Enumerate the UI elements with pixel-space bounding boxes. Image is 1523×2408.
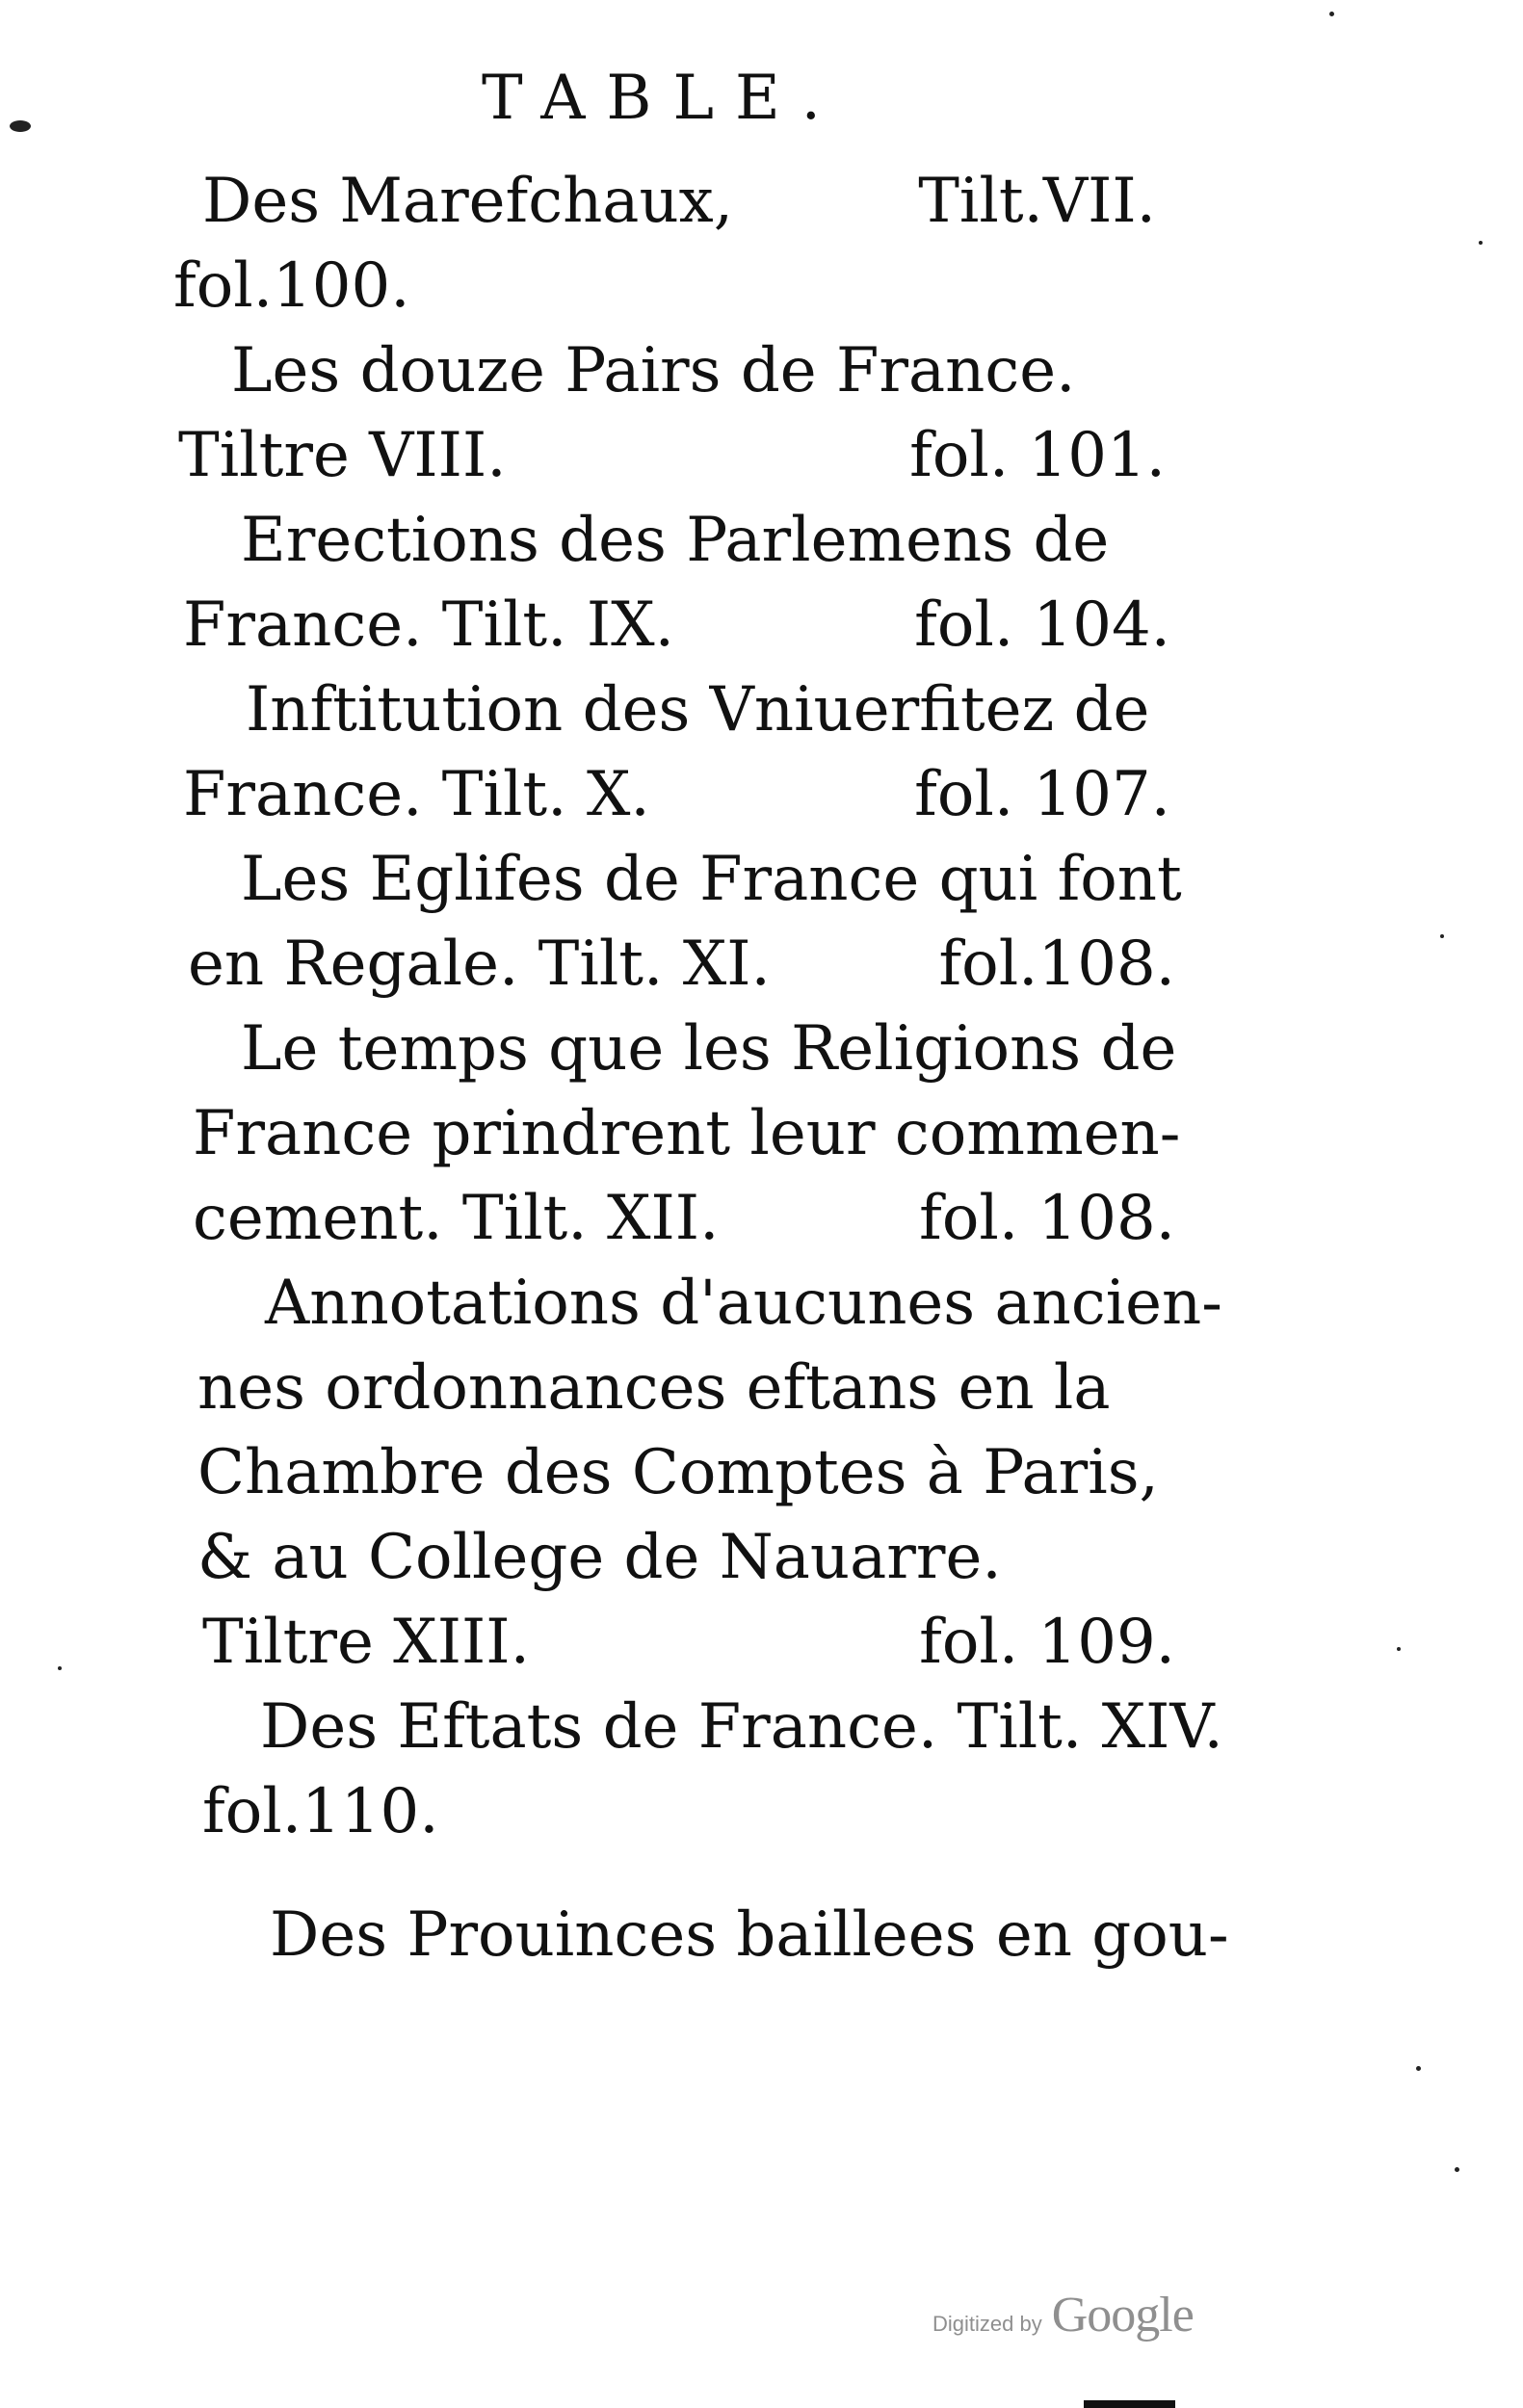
entry-text: Des Eftats de France. Tilt. XIV.: [260, 1691, 1223, 1763]
entry-text: Les douze Pairs de France.: [231, 335, 1076, 406]
entry-reference: fol. 108.: [919, 1183, 1175, 1254]
entry-text: nes ordonnances eftans en la: [197, 1352, 1111, 1424]
entry-text: Le temps que les Religions de: [241, 1013, 1177, 1085]
digitized-footer: [932, 2287, 1194, 2343]
toc-entry-line: [260, 1685, 1223, 1769]
toc-entry-line: [202, 1600, 1175, 1685]
entry-text: Tiltre XIII.: [202, 1607, 530, 1678]
ink-speck: [1455, 2167, 1459, 2172]
toc-entry-line: [202, 1769, 877, 1854]
toc-entry-line: [241, 1007, 1175, 1091]
entry-text: France. Tilt. IX.: [183, 589, 674, 661]
page-edge-mark: [1084, 2400, 1175, 2408]
toc-entry-line: [197, 1346, 1180, 1430]
entry-reference: Tilt.VII.: [918, 166, 1156, 237]
entry-reference: fol. 109.: [919, 1607, 1175, 1678]
toc-entry-line: [241, 837, 1182, 922]
toc-entry-line: [270, 1893, 1229, 1977]
toc-entry-line: [246, 667, 1170, 752]
entry-reference: fol. 107.: [914, 759, 1170, 830]
toc-entry-line: [183, 752, 1170, 837]
entry-text: Annotations d'aucunes ancien-: [265, 1268, 1222, 1339]
toc-entry-line: [193, 1176, 1175, 1261]
ink-speck: [58, 1666, 62, 1670]
toc-entry-line: [241, 498, 1166, 583]
entry-text: & au College de Nauarre.: [197, 1522, 1002, 1593]
toc-entry-line: [183, 583, 1170, 667]
entry-text: en Regale. Tilt. XI.: [188, 929, 771, 1000]
entry-text: Inftitution des Vniuerfitez de: [246, 674, 1150, 746]
google-logo: Google: [1051, 2288, 1194, 2343]
ink-speck: [1479, 241, 1483, 245]
entry-text: Tiltre VIII.: [178, 420, 507, 491]
toc-entry-line: [188, 922, 1175, 1007]
entry-text: fol.110.: [202, 1776, 439, 1847]
toc-entry-line: [202, 159, 1156, 244]
entry-text: Des Prouinces baillees en gou-: [270, 1899, 1229, 1971]
toc-entry-line: [231, 328, 1098, 413]
toc-entry-line: [173, 244, 1137, 328]
entry-text: Chambre des Comptes à Paris,: [197, 1437, 1159, 1508]
ink-speck: [10, 120, 31, 132]
entry-text: France. Tilt. X.: [183, 759, 650, 830]
entry-text: Des Marefchaux,: [202, 166, 734, 237]
entry-reference: fol. 104.: [914, 589, 1170, 661]
toc-entry-line: [178, 413, 1166, 498]
digitized-prefix: Digitized by: [932, 2312, 1042, 2336]
ink-speck: [1329, 12, 1334, 16]
entry-text: France prindrent leur commen-: [193, 1098, 1181, 1169]
entry-text: cement. Tilt. XII.: [193, 1183, 720, 1254]
toc-entry-line: [197, 1430, 1180, 1515]
running-header: TABLE.: [482, 63, 842, 134]
ink-speck: [1440, 934, 1444, 938]
toc-entry-line: [193, 1091, 1181, 1176]
entry-reference: fol.108.: [938, 929, 1175, 1000]
toc-entry-line: [197, 1515, 1064, 1600]
entry-reference: fol. 101.: [909, 420, 1166, 491]
entry-text: fol.100.: [173, 250, 410, 322]
entry-text: Les Eglifes de France qui font: [241, 844, 1182, 915]
toc-entry-line: [265, 1261, 1222, 1346]
ink-speck: [1397, 1647, 1401, 1651]
ink-speck: [1416, 2066, 1421, 2071]
entry-text: Erections des Parlemens de: [241, 505, 1110, 576]
